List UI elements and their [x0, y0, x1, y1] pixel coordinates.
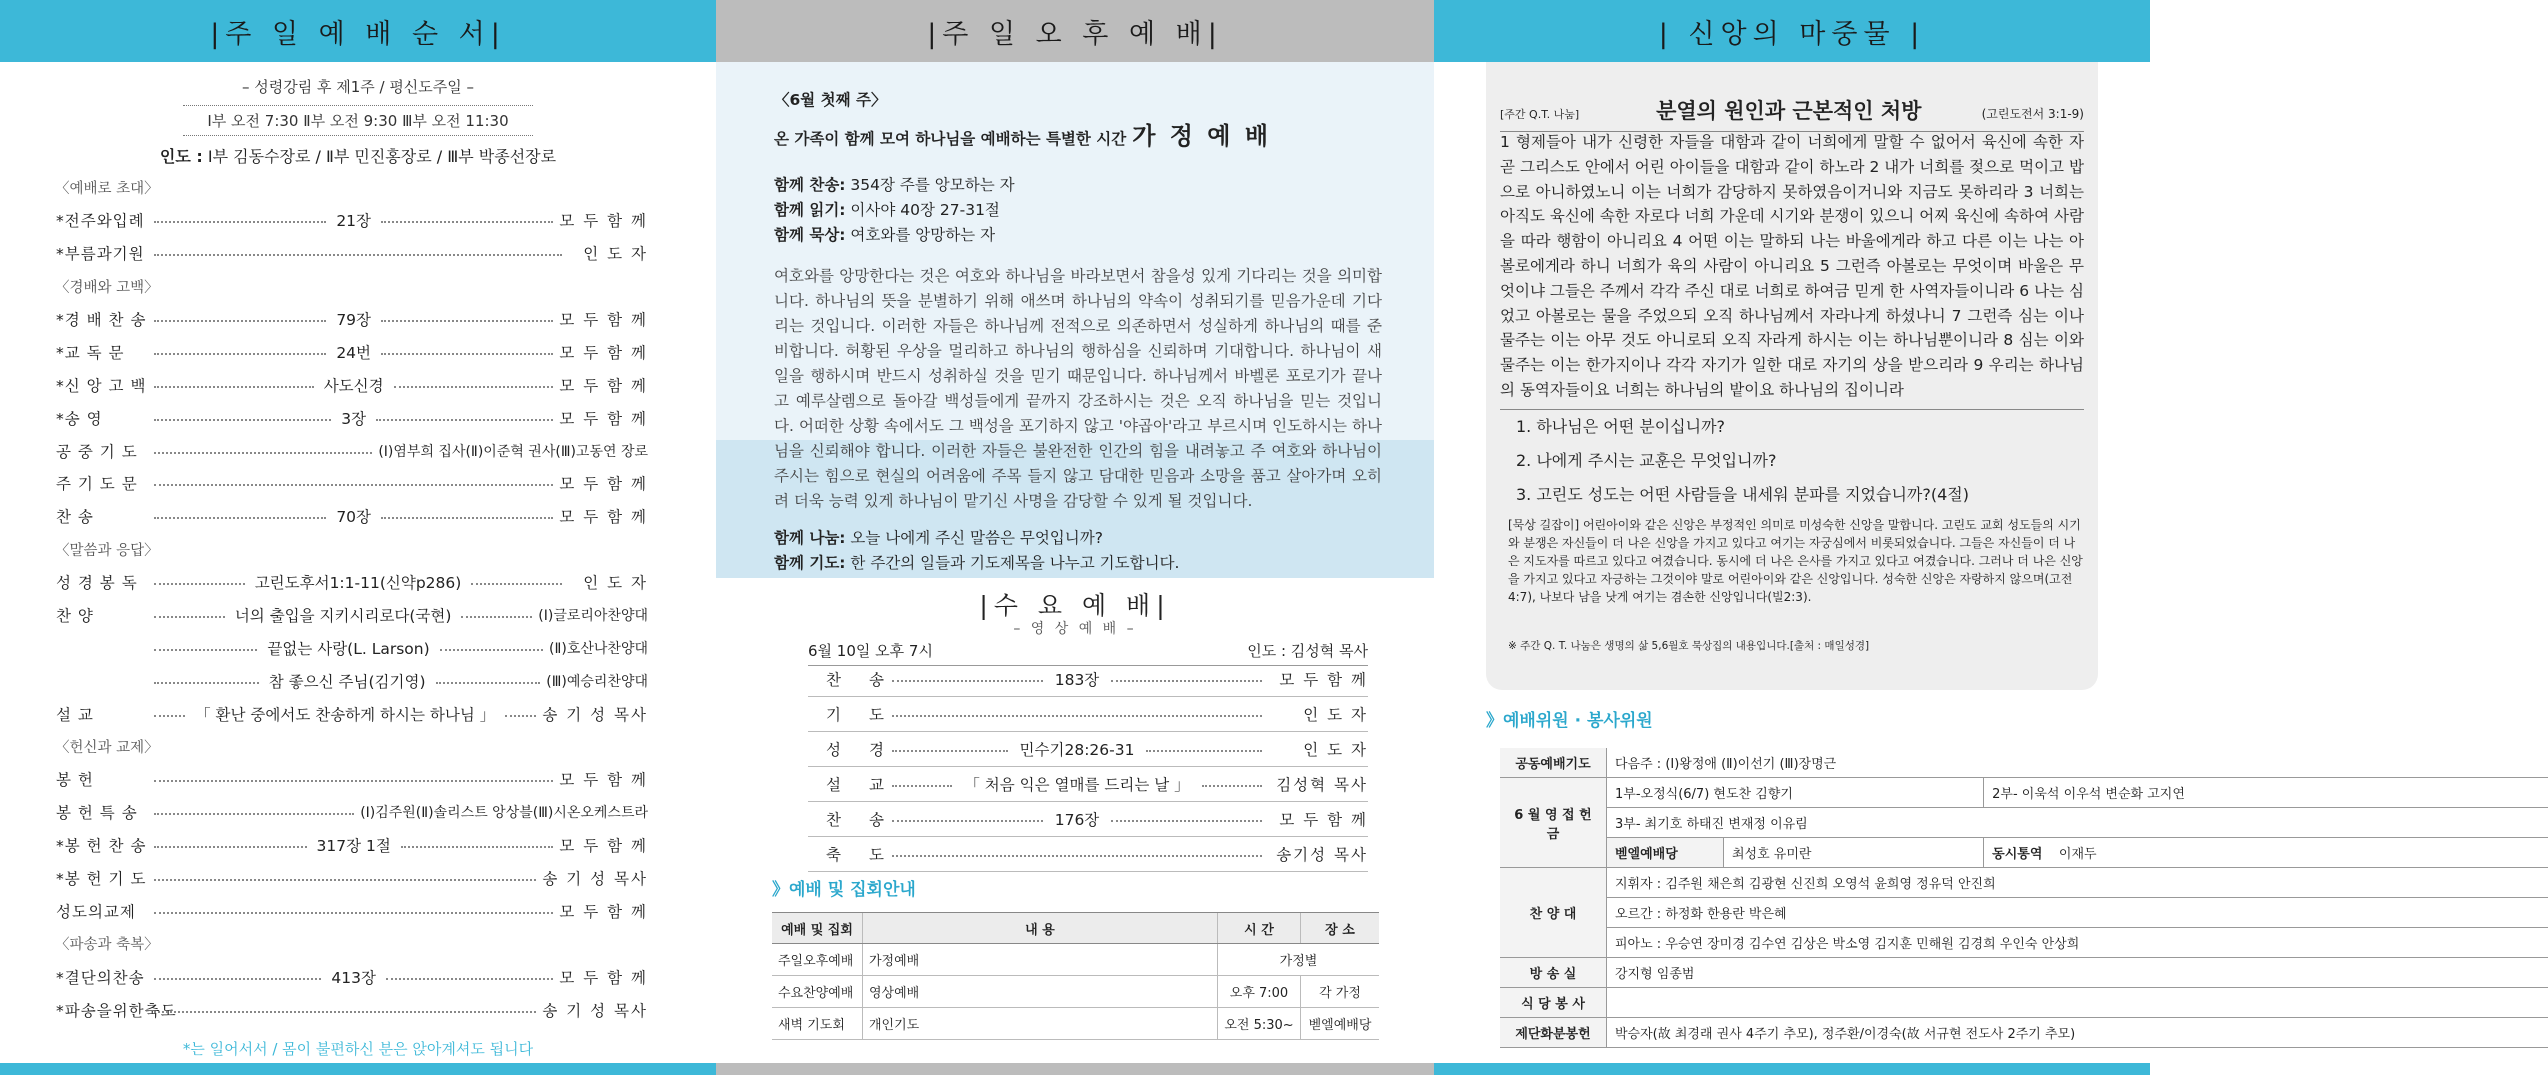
sunday-service-column — [0, 0, 716, 1075]
row-label: 설 교 — [56, 705, 94, 724]
service-row — [56, 993, 648, 1026]
bottom-bar — [0, 1063, 716, 1075]
bottom-bar — [1434, 1063, 2150, 1075]
cell-time: 오전 5:30~ — [1218, 1008, 1301, 1040]
cell-name: 새벽 기도회 — [772, 1008, 863, 1040]
dot-leader — [386, 978, 553, 980]
volunteers-section-title: 》예배위원 · 봉사위원 — [1486, 711, 1653, 731]
schedule-section-title: 》예배 및 집회안내 — [772, 880, 916, 900]
dot-leader — [154, 254, 562, 256]
service-row — [56, 796, 648, 829]
section-title: 〈예배로 초대〉 — [55, 180, 159, 197]
row-responsible: 인 도 자 — [583, 574, 648, 593]
wednesday-leader: 인도 : 김성혁 목사 — [1247, 642, 1368, 660]
dot-leader — [1146, 750, 1262, 752]
dot-leader — [505, 715, 536, 717]
june-offering-3: 3부- 최기호 하태진 변재정 이유림 — [1607, 808, 2548, 838]
cell-place: 벧엘예배당 — [1301, 1008, 1380, 1040]
row-label: 설교 — [826, 776, 912, 794]
row-responsible: 김성혁 목사 — [1276, 776, 1368, 794]
service-row — [56, 829, 648, 862]
row-item: 너의 출입을 지키시리로다(국현) — [234, 607, 452, 626]
qt-question: 1. 하나님은 어떤 분이십니까? — [1516, 417, 1726, 436]
row-label: *파송을위한축도 — [56, 1001, 177, 1020]
row-label: 성 경 봉 독 — [56, 574, 138, 593]
table-row — [1500, 868, 2548, 898]
table-row — [1500, 748, 2548, 778]
title-prefix: 온 가족이 함께 모여 하나님을 예배하는 특별한 시간 — [774, 130, 1127, 148]
dot-leader — [892, 715, 1262, 717]
dot-leader — [401, 846, 554, 848]
row-responsible: 모 두 함 께 — [559, 837, 649, 856]
family-worship-section — [774, 88, 1382, 576]
qt-tag: [주간 Q.T. 나눔] — [1500, 108, 1580, 121]
service-row — [56, 401, 648, 434]
dot-leader — [1111, 680, 1262, 682]
service-row — [56, 204, 648, 237]
table-row — [1500, 1018, 2548, 1048]
pray-key: 함께 기도: — [774, 554, 846, 572]
table-row — [772, 976, 1379, 1008]
dot-leader — [436, 682, 541, 684]
pray-line — [774, 551, 1382, 576]
service-row — [56, 664, 648, 697]
dot-leader — [471, 583, 562, 585]
order-of-service-list — [56, 171, 648, 1026]
choir-conductors: 지휘자 : 김주원 채은희 김광현 신진희 오영석 윤희영 정유덕 안진희 — [1607, 868, 2548, 898]
row-responsible: 모 두 함 께 — [559, 508, 649, 527]
service-row — [56, 960, 648, 993]
row-label: *경 배 찬 송 — [56, 311, 147, 329]
row-responsible: 모 두 함 께 — [559, 409, 648, 428]
cell-content: 영상예배 — [863, 976, 1218, 1008]
dot-leader — [154, 1011, 536, 1013]
dot-leader — [154, 221, 326, 223]
service-row — [56, 467, 648, 500]
dot-leader — [1111, 820, 1262, 822]
cell-time: 가정별 — [1218, 944, 1380, 976]
cell-place: 각 가정 — [1301, 976, 1380, 1008]
row-label: *교 독 문 — [56, 343, 125, 362]
row-responsible: 모 두 함 께 — [559, 475, 648, 494]
table-row — [772, 944, 1379, 976]
service-row — [56, 368, 648, 401]
wednesday-row — [808, 697, 1368, 732]
service-row — [56, 599, 648, 632]
cell-name: 수요찬양예배 — [772, 976, 863, 1008]
june-offering-header: 6 월 영 접 헌 금 — [1500, 778, 1607, 868]
column-header: 시 간 — [1218, 913, 1301, 944]
row-responsible: 인 도 자 — [1303, 706, 1368, 724]
section-title: 〈말씀과 응답〉 — [55, 542, 159, 559]
qt-reference: (고린도전서 3:1-9) — [1981, 107, 2084, 121]
leaders-label: 인도 : — [159, 147, 203, 166]
dot-leader — [381, 320, 553, 322]
wednesday-row — [808, 767, 1368, 802]
item-value: 이사야 40장 27-31절 — [845, 201, 1000, 219]
item-key: 함께 읽기: — [774, 201, 846, 219]
column-header: 내 용 — [863, 913, 1218, 944]
section-title: 〈헌신과 교제〉 — [55, 740, 159, 757]
schedule-table — [772, 912, 1379, 1040]
row-responsible: 송기성 목사 — [1276, 846, 1368, 864]
row-responsible: 인 도 자 — [1303, 741, 1368, 759]
row-responsible: 모 두 함 께 — [559, 311, 649, 329]
wednesday-row — [808, 802, 1368, 837]
standing-note: *는 일어서서 / 몸이 불편하신 분은 앉아계셔도 됩니다 — [182, 1040, 534, 1058]
service-subtitle: – 성령강림 후 제1주 / 평신도주일 – — [241, 78, 475, 96]
row-responsible: (Ⅲ)예승리찬양대 — [546, 673, 649, 690]
row-responsible: 송 기 성 목사 — [542, 705, 649, 724]
altar-flowers-value: 박승자(故 최경래 권사 4주기 추모), 정주환/이경숙(故 서규현 전도사 2주기 추모) — [1607, 1018, 2548, 1048]
worship-item — [774, 198, 1382, 223]
row-label: 주 기 도 문 — [56, 475, 138, 494]
dot-leader — [154, 517, 326, 519]
service-row — [56, 566, 648, 599]
row-responsible: (Ⅰ)김주원(Ⅱ)솔리스트 앙상블(Ⅲ)시온오케스트라 — [360, 805, 648, 822]
row-item: 21장 — [336, 212, 372, 231]
service-row — [56, 895, 648, 928]
dot-leader — [892, 820, 1043, 822]
service-row — [56, 631, 648, 664]
dot-leader — [381, 517, 553, 519]
row-label: *봉 헌 찬 송 — [56, 837, 147, 856]
faith-column — [1434, 0, 2185, 1075]
table-row — [1500, 778, 2548, 808]
qt-question: 3. 고린도 성도는 어떤 사람들을 내세워 분파를 지었습니까?(4절) — [1516, 485, 1969, 504]
dot-leader — [154, 452, 372, 454]
row-item: 민수기28:26-31 — [1019, 741, 1135, 759]
share-key: 함께 나눔: — [774, 529, 846, 547]
common-prayer-value: 다음주 : (Ⅰ)왕정애 (Ⅱ)이선기 (Ⅲ)장명근 — [1607, 748, 2548, 778]
wednesday-order-list — [808, 662, 1368, 872]
row-item: 79장 — [336, 311, 372, 329]
pray-value: 한 주간의 일들과 기도제목을 나누고 기도합니다. — [845, 554, 1180, 572]
service-row — [56, 434, 648, 467]
dot-leader — [154, 616, 225, 618]
dining-header: 식 당 봉 사 — [1500, 988, 1607, 1018]
afternoon-service-header: |주 일 오 후 예 배| — [716, 0, 1434, 62]
service-row — [56, 697, 648, 730]
table-row — [1500, 988, 2548, 1018]
row-item: 참 좋으신 주님(김기영) — [268, 672, 426, 691]
row-label: *전주와입례 — [56, 212, 145, 231]
row-label: 찬 양 — [56, 607, 94, 626]
table-row — [1500, 928, 2548, 958]
row-label: 찬송 — [826, 671, 912, 689]
bethel-value: 최성호 유미란 — [1724, 838, 1984, 868]
dot-leader — [440, 649, 543, 651]
dot-leader — [154, 879, 536, 881]
item-value: 354장 주를 앙모하는 자 — [845, 176, 1015, 194]
row-item: 183장 — [1054, 671, 1100, 689]
altar-flowers-header: 제단화분봉헌 — [1500, 1018, 1607, 1048]
june-offering-1: 1부-오정식(6/7) 현도찬 김향기 — [1607, 778, 1984, 808]
row-label: 기도 — [826, 706, 912, 724]
dot-leader — [892, 750, 1008, 752]
dot-leader — [154, 419, 331, 421]
dot-leader — [376, 419, 553, 421]
row-label: *봉 헌 기 도 — [56, 870, 147, 889]
afternoon-service-column — [716, 0, 1434, 1075]
row-responsible: (Ⅱ)호산나찬양대 — [549, 640, 649, 657]
dot-leader — [381, 353, 553, 355]
meditation-guide: [묵상 길잡이] 어린아이와 같은 신앙은 부정적인 의미로 미성숙한 신앙을 말합니다. 고린도 교회 성도들의 시기와 분쟁은 자신들이 더 나은 신앙을 가지고 있다고 여기는 자궁심에서 비롯되었습니다. 그들은 자신들이 더 나은 지도자를 따르고 있다고 여겼습니다. 동시에 더 나은 은사를 가지고 있다고 여겼습니다. 그러나 더 나은 신앙을 가지고 있다고 자긍하는 그것이야 말로 어린아이와 같은 신앙입니다. 성숙한 신앙은 자랑하지 않으며(고전4:7), 나보다 남을 낫게 여기는 겸손한 신앙입니다(빌2:3). — [1508, 518, 2083, 604]
dot-leader — [892, 855, 1262, 857]
row-item: 24번 — [336, 343, 372, 362]
dot-leader — [381, 221, 553, 223]
service-times: Ⅰ부 오전 7:30 Ⅱ부 오전 9:30 Ⅲ부 오전 11:30 — [183, 105, 533, 136]
family-worship-items — [774, 173, 1382, 248]
wednesday-service-title: |수 요 예 배| — [979, 591, 1171, 620]
table-row — [1500, 808, 2548, 838]
table-header-row — [772, 913, 1379, 944]
row-item: 413장 — [331, 968, 376, 987]
column-header: 예배 및 집회 — [772, 913, 863, 944]
share-and-pray — [774, 526, 1382, 576]
choir-piano: 피아노 : 우승연 장미경 김수연 김상은 박소영 김지훈 민해원 김경희 우인숙 안상희 — [1607, 928, 2548, 958]
row-item: 「 처음 익은 열매를 드리는 날 」 — [964, 776, 1190, 794]
family-worship-title — [774, 116, 1382, 151]
wednesday-date: 6월 10일 오후 7시 — [808, 642, 933, 660]
row-label: 찬 송 — [56, 508, 94, 527]
row-label: *결단의찬송 — [56, 968, 145, 987]
row-responsible: 인 도 자 — [583, 245, 648, 264]
row-responsible: (Ⅰ)염부희 집사(Ⅱ)이준혁 권사(Ⅲ)고동연 장로 — [378, 443, 648, 460]
row-responsible: 모 두 함 께 — [559, 212, 649, 231]
row-label: *송 영 — [56, 409, 103, 428]
scripture-text: 1 형제들아 내가 신령한 자들을 대함과 같이 너희에게 말할 수 없어서 육신에 속한 자 곧 그리스도 안에서 어린 아이들을 대함과 같이 하노라 2 내가 너희를 젖으로 먹이고 밥으로 아니하였노니 이는 너희가 감당하지 못하였음이거니와 지금도 못하리라 3 너희는 아직도 육신에 속한 자로다 너희 가운데 시기와 분쟁이 있으니 어찌 육신에 속하여 사람을 따라 행함이 아니리요 4 어떤 이는 말하되 나는 바울에게라 하고 다른 이는 나는 아볼로에게라 하니 너희가 육의 사람이 아니리요 5 그런즉 아볼로는 무엇이며 바울은 무엇이냐 그들은 주께서 각각 주신 대로 너희로 하여금 믿게 한 사역자들이니라 6 나는 심었고 아볼로는 물을 주었으되 오직 하나님께서 자라나게 하셨나니 7 그런즉 심는 이나 물주는 이는 아무 것도 아니로되 오직 자라게 하시는 이는 하나님뿐이니라 8 심는 이와 물주는 이는 한가지이나 각각 자기가 일한 대로 자기의 상을 받으리라 9 우리는 하나님의 동역자들이요 너희는 하나님의 밭이요 하나님의 집이니라 — [1500, 130, 2084, 410]
cell-content: 개인기도 — [863, 1008, 1218, 1040]
broadcast-header: 방 송 실 — [1500, 958, 1607, 988]
table-row — [1500, 898, 2548, 928]
wednesday-row — [808, 732, 1368, 767]
wednesday-row — [808, 662, 1368, 697]
service-row — [56, 303, 648, 336]
share-line — [774, 526, 1382, 551]
wednesday-row — [808, 837, 1368, 872]
dot-leader — [154, 320, 326, 322]
title-big: 가 정 예 배 — [1132, 122, 1272, 150]
qt-questions — [1516, 410, 2084, 512]
june-offering-2: 2부- 이욱석 이우석 변순화 고지연 — [1984, 778, 2548, 808]
dot-leader — [154, 813, 354, 815]
qt-question: 2. 나에게 주시는 교훈은 무엇입니까? — [1516, 451, 1777, 470]
row-responsible: (Ⅰ)글로리아찬양대 — [538, 608, 648, 625]
cell-time: 오후 7:00 — [1218, 976, 1301, 1008]
row-label: 축도 — [826, 846, 912, 864]
section-title: 〈경배와 고백〉 — [55, 279, 159, 296]
dot-leader — [892, 785, 952, 787]
row-item: 317장 1절 — [316, 837, 391, 856]
dot-leader — [154, 649, 257, 651]
dot-leader — [394, 386, 554, 388]
table-row — [1500, 838, 2548, 868]
devotional-paragraph: 여호와를 앙망한다는 것은 여호와 하나님을 바라보면서 참을성 있게 기다리는 것을 의미합니다. 하나님의 뜻을 분별하기 위해 애쓰며 하나님의 약속이 성취되기를 믿음가운데 기다리는 것입니다. 이러한 자들은 하나님께 전적으로 의존하면서 성실하게 하나님의 때를 준비합니다. 허황된 우상을 멀리하고 하나님의 행하심을 신뢰하며 기대합니다. 하나님이 새 일을 행하시며 반드시 성취하실 것을 믿기 때문입니다. 하나님께서 바벨론 포로기가 끝나고 예루살렘으로 돌아갈 백성들에게 끝까지 강조하시는 것은 오직 하나님을 믿는 것입니다. 어떠한 상황 속에서도 그 백성을 포기하지 않고 '야곱아'라고 부르시며 인도하시는 하나님을 신뢰해야 합니다. 이러한 자들은 불완전한 인간의 힘을 내려놓고 주 여호와 하나님이 주시는 힘으로 현실의 어려움에 주목 들지 않고 담대한 믿음과 소망을 품고 살아가며 오히려 더욱 능력 있게 하나님이 맡기신 사명을 감당할 수 있게 될 것입니다. — [774, 267, 1382, 510]
qt-title-row — [1500, 95, 2084, 132]
dot-leader — [461, 616, 532, 618]
row-responsible: 모 두 함 께 — [559, 376, 648, 395]
dot-leader — [154, 484, 553, 486]
row-label: 찬송 — [826, 811, 912, 829]
item-key: 함께 묵상: — [774, 226, 846, 244]
row-item: 70장 — [336, 508, 372, 527]
sunday-service-header: |주 일 예 배 순 서| — [0, 0, 716, 62]
cell-name: 주일오후예배 — [772, 944, 863, 976]
choir-organ: 오르간 : 하정화 한용란 박은혜 — [1607, 898, 2548, 928]
row-responsible: 모 두 함 께 — [559, 343, 649, 362]
share-value: 오늘 나에게 주신 말씀은 무엇입니까? — [845, 529, 1103, 547]
row-item: 「 환난 중에서도 찬송하게 하시는 하나님 」 — [195, 705, 496, 724]
dot-leader — [154, 715, 185, 717]
service-row — [56, 335, 648, 368]
row-responsible: 모 두 함 께 — [1279, 671, 1368, 689]
service-row — [56, 237, 648, 270]
item-value: 여호와를 앙망하는 자 — [845, 226, 996, 244]
row-label: 봉 헌 특 송 — [56, 804, 138, 823]
dot-leader — [154, 780, 553, 782]
worship-item — [774, 173, 1382, 198]
row-responsible: 모 두 함 께 — [1279, 811, 1368, 829]
row-label: 공 중 기 도 — [56, 442, 138, 461]
interpretation-value: 이재두 — [2058, 847, 2097, 862]
table-row — [1500, 958, 2548, 988]
broadcast-value: 강지형 임종범 — [1607, 958, 2548, 988]
dot-leader — [892, 680, 1043, 682]
row-label: *신 앙 고 백 — [56, 376, 147, 395]
week-label: 〈6월 첫째 주〉 — [774, 91, 887, 109]
row-responsible: 모 두 함 께 — [559, 771, 648, 790]
dot-leader — [154, 912, 553, 914]
row-item: 176장 — [1054, 811, 1100, 829]
row-item: 3장 — [341, 409, 367, 428]
cell-content: 가정예배 — [863, 944, 1218, 976]
volunteers-table — [1500, 748, 2548, 1048]
table-row — [772, 1008, 1379, 1040]
service-row — [56, 500, 648, 533]
dot-leader — [154, 978, 321, 980]
interpretation-cell — [1984, 838, 2548, 868]
dot-leader — [154, 583, 245, 585]
qt-title: 분열의 원인과 근본적인 처방 — [1656, 99, 1922, 123]
worship-item — [774, 223, 1382, 248]
service-row — [56, 763, 648, 796]
choir-header: 찬 양 대 — [1500, 868, 1607, 958]
section-title: 〈파송과 축복〉 — [55, 937, 159, 954]
leaders-names: Ⅰ부 김동수장로 / Ⅱ부 민진홍장로 / Ⅲ부 박종선장로 — [207, 147, 557, 166]
common-prayer-header: 공동예배기도 — [1500, 748, 1607, 778]
row-item: 사도신경 — [323, 376, 384, 395]
dot-leader — [154, 386, 314, 388]
dot-leader — [154, 353, 326, 355]
bethel-label: 벧엘예배당 — [1607, 838, 1724, 868]
row-responsible: 송 기 성 목사 — [542, 870, 648, 889]
faith-header: | 신앙의 마중물 | — [1434, 0, 2150, 62]
interpretation-label: 동시통역 — [1992, 847, 2043, 862]
service-row — [56, 862, 648, 895]
row-responsible: 모 두 함 께 — [559, 968, 648, 987]
dot-leader — [154, 682, 259, 684]
item-key: 함께 찬송: — [774, 176, 846, 194]
column-header: 장 소 — [1301, 913, 1380, 944]
qt-footnote: ※ 주간 Q. T. 나눔은 생명의 삶 5,6월호 묵상집의 내용입니다.[출처 : 매일성경] — [1508, 640, 1870, 652]
wednesday-service-subtitle: – 영 상 예 배 – — [1013, 621, 1137, 637]
row-responsible: 송 기 성 목사 — [542, 1001, 648, 1020]
row-responsible: 모 두 함 께 — [559, 903, 648, 922]
row-item: 끝없는 사랑(L. Larson) — [267, 639, 430, 658]
bottom-bar — [716, 1063, 1434, 1075]
row-label: *부름과기원 — [56, 245, 145, 264]
row-label: 성도의교제 — [56, 903, 136, 922]
dot-leader — [154, 846, 307, 848]
dot-leader — [1202, 785, 1262, 787]
service-leaders — [0, 144, 716, 167]
dining-value — [1607, 988, 2548, 1018]
row-label: 봉 헌 — [56, 771, 94, 790]
row-label: 성경 — [826, 741, 912, 759]
row-item: 고린도후서1:1-11(신약p286) — [254, 574, 462, 593]
